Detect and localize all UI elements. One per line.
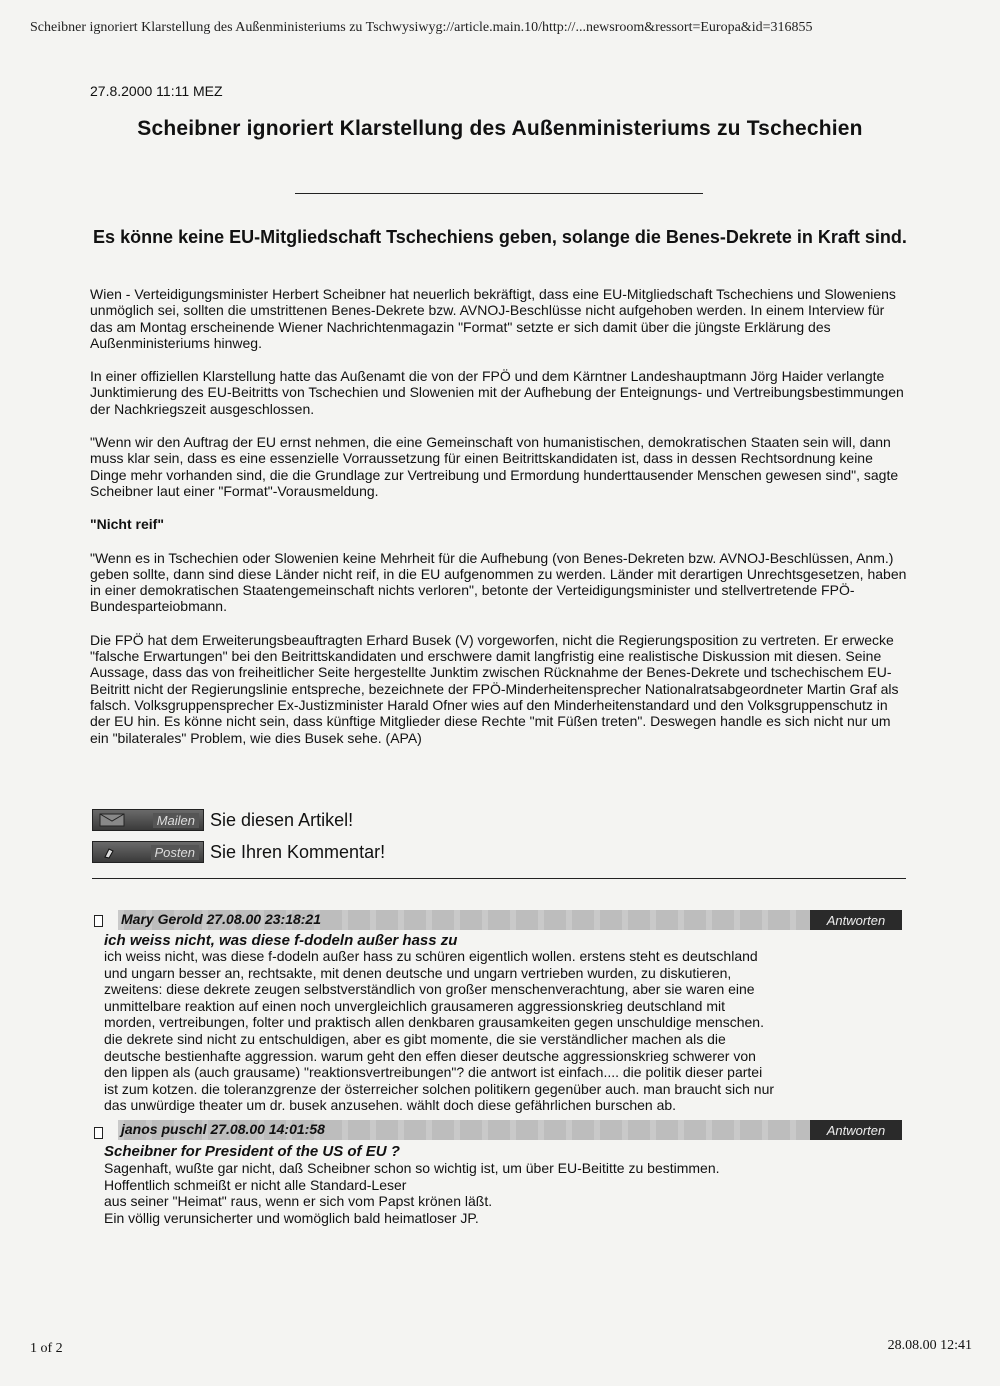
- print-header: Scheibner ignoriert Klarstellung des Außenministeriums zu Tschwysiwyg://article.main.10/http://...newsroom&ressort=Europa&id=316855: [30, 20, 813, 35]
- title-divider: [295, 193, 703, 194]
- comment-checkbox[interactable]: [94, 915, 103, 927]
- comment-author: janos puschl 27.08.00 14:01:58: [121, 1121, 325, 1137]
- reply-button[interactable]: Antworten: [810, 1120, 902, 1140]
- mail-article-row: [92, 808, 353, 832]
- comment-subject[interactable]: ich weiss nicht, was diese f-dodeln außer hass zu: [104, 932, 458, 949]
- post-comment-row: [92, 840, 385, 864]
- paragraph: Die FPÖ hat dem Erweiterungsbeauftragten Erhard Busek (V) vorgeworfen, nicht die Regierungsposition zu vertreten. Er erwecke "falsche Erwartungen" bei den Beitrittskandidaten und erschwere damit langfristig eine realistische Diskussion mit diesen. Seine Aussage, dass das von freiheitlicher Seite hergestellte Junktim zwischen Rücknahme der Benes-Dekrete und tschechischem EU-Beitritt nicht der Regierungslinie entspreche, bezeichnete der FPÖ-Minderheitensprecher Nationalratsabgeordneter Martin Graf als falsch. Volksgruppensprecher Ex-Justizminister Harald Ofner wies auf den Minderheitenstandard und den Volksgruppenschutz in der EU hin. Es könne nicht sein, dass künftige Mitglieder diese Rechte "mit Füßen treten". Deswegen handle es sich nicht nur um ein "bilaterales" Problem, wie dies Busek sehe. (APA): [90, 631, 899, 746]
- article-body: [90, 286, 910, 763]
- envelope-icon: [99, 813, 125, 827]
- reply-button[interactable]: Antworten: [810, 910, 902, 930]
- post-button-label: Posten: [151, 845, 199, 860]
- paragraph: Wien - Verteidigungsminister Herbert Scheibner hat neuerlich bekräftigt, dass eine EU-Mitgliedschaft Tschechiens und Sloweniens unmöglich sei, sollten die umstrittenen Benes-Dekrete bzw. AVNOJ-Beschlüsse nicht aufgehoben werden. In einem Interview für das am Montag erscheinende Wiener Nachrichtenmagazin "Format" setzte er sich damit über die jüngste Erklärung des Außenministeriums hinweg.: [90, 286, 896, 351]
- mail-text: Sie diesen Artikel!: [210, 809, 354, 830]
- comment-author: Mary Gerold 27.08.00 23:18:21: [121, 911, 322, 927]
- comment-header: [118, 910, 902, 930]
- print-timestamp: 28.08.00 12:41: [887, 1338, 972, 1353]
- pen-icon: [99, 845, 125, 859]
- paragraph: In einer offiziellen Klarstellung hatte das Außenamt die von der FPÖ und dem Kärntner Landeshauptmann Jörg Haider verlangte Junktimierung des EU-Beitritts von Tschechien und Slowenien mit der Aufhebung der Enteignungs- und Vertreibungsbestimmungen der Nachkriegszeit ausgeschlossen.: [90, 368, 904, 417]
- comment-text: ich weiss nicht, was diese f-dodeln außer hass zu schüren eigentlich wollen. erstens steht es deutschland und ungarn besser an, rechtsakte, mit denen deutsche und ungarn vertrieben wurden, zu diskutieren, zweitens: diese dekrete zeugen selbstverständlich von großer menschenverachtung, aber sie waren eine unmittelbare reaktion auf einen noch unvergleichlich grausameren aggressionskrieg deutschland mit morden, vertreibungen, folter und praktisch allen denkbaren grausamkeiten gegen unschuldige menschen. die dekrete sind nicht zu entschuldigen, aber es gibt momente, die sie verständlicher machen als die deutsche bestienhafte aggression. warum geht den effen dieser deutsche aggressionskrieg schwerer von den lippen als (auch grausame) "reaktionsvertreibungen"? die antwort ist einfach.... die politik dieser partei ist zum kotzen. die toleranzgrenze der österreicher solchen politikern gegenüber auch. man braucht sich nur das unwürdige theater um dr. busek anzusehen. wählt doch diese gefährlichen burschen ab.: [104, 948, 775, 1114]
- article-subtitle: Es könne keine EU-Mitgliedschaft Tschechiens geben, solange die Benes-Dekrete in Kraft sind.: [93, 227, 907, 247]
- comment-header: [118, 1120, 902, 1140]
- page-number: 1 of 2: [30, 1341, 63, 1356]
- paragraph: "Wenn wir den Auftrag der EU ernst nehmen, die eine Gemeinschaft von humanistischen, demokratischen Staaten sein will, dann muss klar sein, dass es eine essenzielle Vorraussetzung für einen Beitrittskandidaten ist, dass in dessen Rechtsordnung keine Dinge mehr vorhanden sind, die die Grundlage zur Vertreibung und Ermordung hunderttausender Menschen gewesen sind", sagte Scheibner laut einer "Format"-Vorausmeldung.: [90, 434, 899, 499]
- article-title: Scheibner ignoriert Klarstellung des Außenministeriums zu Tschechien: [137, 117, 863, 140]
- comment-text: Sagenhaft, wußte gar nicht, daß Scheibner schon so wichtig ist, um über EU-Beititte zu bestimmen. Hoffentlich schmeißt er nicht alle Standard-Leser aus seiner "Heimat" raus, wenn er sich vom Papst krönen läßt. Ein völlig verunsicherter und womöglich bald heimatloser JP.: [104, 1160, 720, 1226]
- mail-button[interactable]: [92, 809, 204, 831]
- comment-checkbox[interactable]: [94, 1127, 103, 1139]
- comments-divider: [92, 878, 906, 879]
- section-heading: "Nicht reif": [90, 516, 164, 533]
- post-text: Sie Ihren Kommentar!: [210, 841, 386, 862]
- mail-button-label: Mailen: [153, 813, 199, 828]
- article-date: 27.8.2000 11:11 MEZ: [90, 83, 223, 99]
- post-button[interactable]: [92, 841, 204, 863]
- paragraph: "Wenn es in Tschechien oder Slowenien keine Mehrheit für die Aufhebung (von Benes-Dekreten bzw. AVNOJ-Beschlüssen, Anm.) geben sollte, dann sind diese Länder nicht reif, in die EU aufgenommen zu werden. Länder mit derartigen Unrechtsgesetzen, haben in einer demokratischen Staatengemeinschaft nichts verloren", betonte der Verteidigungsminister und stellvertretende FPÖ-Bundesparteiobmann.: [90, 549, 907, 615]
- comment-subject[interactable]: Scheibner for President of the US of EU ?: [104, 1143, 400, 1160]
